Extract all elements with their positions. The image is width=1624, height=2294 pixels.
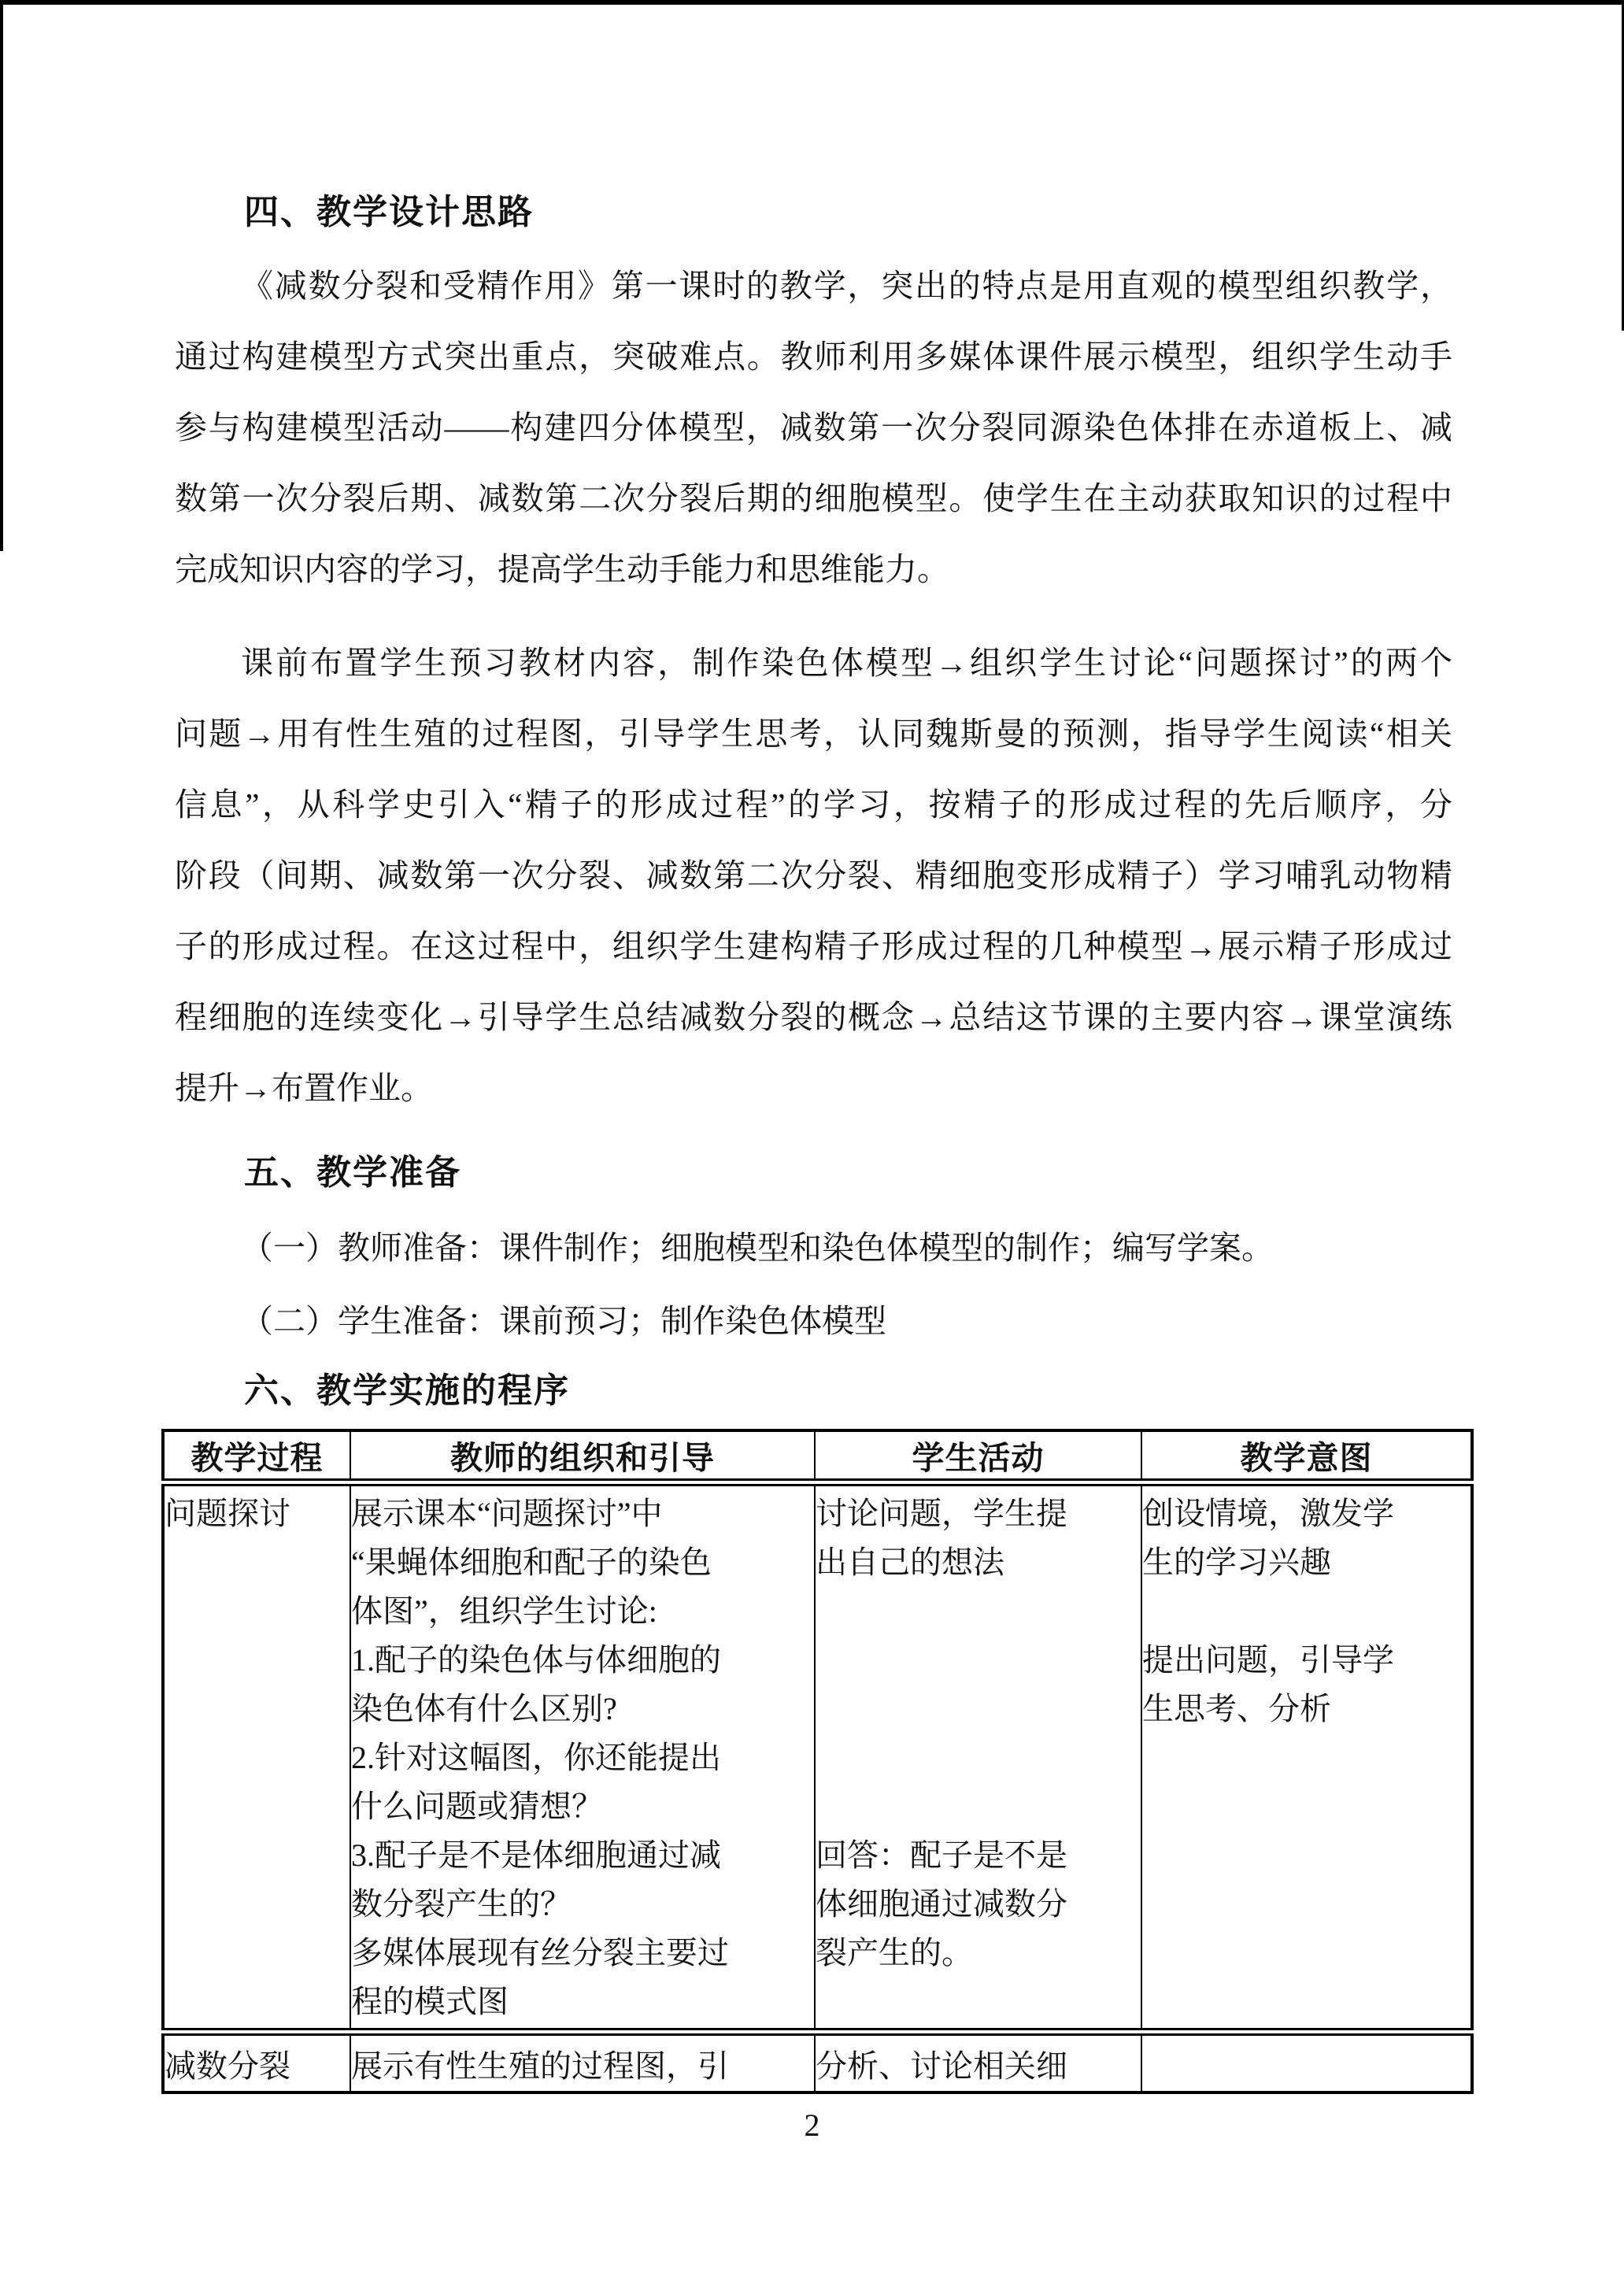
- text-line: 阶段（间期、减数第一次分裂、减数第二次分裂、精细胞变形成精子）学习哺乳动物精: [175, 857, 1452, 894]
- text-line: [816, 1782, 1134, 1831]
- text-line: 创设情境，激发学: [1142, 1496, 1394, 1531]
- text-line: 课前布置学生预习教材内容，制作染色体模型→组织学生讨论“问题探讨”的两个: [241, 645, 1452, 681]
- text-line: 回答：配子是不是: [816, 1837, 1067, 1873]
- cell-intent: [1141, 1482, 1472, 2032]
- cell-process: [163, 2032, 350, 2092]
- text-line: 提出问题，引导学: [1142, 1642, 1394, 1678]
- text-line: 分析、讨论相关细: [816, 2048, 1067, 2084]
- cell-student: [815, 1482, 1141, 2032]
- text-line: 什么问题或猜想？: [351, 1789, 603, 1824]
- text-line: 体细胞通过减数分: [816, 1886, 1067, 1922]
- text-line: 1.配子的染色体与体细胞的: [351, 1642, 721, 1678]
- text-line: 出自己的想法: [816, 1545, 1004, 1580]
- text-line: [816, 1685, 1134, 1733]
- column-header-process: 教学过程: [163, 1430, 350, 1482]
- text-line: 生的学习兴趣: [1142, 1545, 1331, 1580]
- text-line: 通过构建模型方式突出重点，突破难点。教师利用多媒体课件展示模型，组织学生动手: [175, 339, 1452, 375]
- text-line: 染色体有什么区别?: [351, 1691, 617, 1726]
- text-line: 数分裂产生的？: [351, 1886, 572, 1922]
- text-line: 《减数分裂和受精作用》第一课时的教学，突出的特点是用直观的模型组织教学，: [241, 268, 1452, 304]
- text-line: 3.配子是不是体细胞通过减: [351, 1837, 721, 1873]
- text-line: 讨论问题，学生提: [816, 1496, 1067, 1531]
- text-line: 体图”，组织学生讨论:: [351, 1593, 657, 1629]
- cell-student: [815, 2032, 1141, 2092]
- cell-intent: [1141, 2032, 1472, 2092]
- section-heading-design-ideas: 四、教学设计思路: [244, 193, 534, 231]
- scan-border-left: [0, 0, 3, 551]
- text-line: 多媒体展现有丝分裂主要过: [351, 1935, 729, 1970]
- text-line: 参与构建模型活动——构建四分体模型，减数第一次分裂同源染色体排在赤道板上、减: [175, 409, 1452, 446]
- text-line: 生思考、分析: [1142, 1691, 1331, 1726]
- column-header-teacher: 教师的组织和引导: [350, 1430, 815, 1482]
- text-line: 减数分裂: [165, 2048, 290, 2084]
- cell-teacher: [350, 2032, 815, 2092]
- column-header-student: 学生活动: [815, 1430, 1141, 1482]
- text-line: [816, 1636, 1134, 1685]
- text-line: 子的形成过程。在这过程中，组织学生建构精子形成过程的几种模型→展示精子形成过: [175, 928, 1452, 964]
- section-heading-implementation-procedure: 六、教学实施的程序: [244, 1371, 570, 1410]
- prep-item-teacher: （一）教师准备：课件制作；细胞模型和染色体模型的制作；编写学案。: [241, 1230, 1274, 1266]
- text-line: 展示有性生殖的过程图，引: [351, 2048, 729, 2084]
- text-line: 信息”，从科学史引入“精子的形成过程”的学习，按精子的形成过程的先后顺序，分: [175, 786, 1452, 823]
- text-line: 裂产生的。: [816, 1935, 973, 1970]
- teaching-procedure-table: [161, 1429, 1474, 2094]
- text-line: [816, 1733, 1134, 1782]
- text-line: 程细胞的连续变化→引导学生总结减数分裂的概念→总结这节课的主要内容→课堂演练: [175, 999, 1452, 1035]
- text-line: 数第一次分裂后期、减数第二次分裂后期的细胞模型。使学生在主动获取知识的过程中: [175, 480, 1452, 516]
- prep-item-student: （二）学生准备：课前预习；制作染色体模型: [241, 1303, 886, 1339]
- table-header-row: [163, 1430, 1472, 1482]
- cell-teacher: [350, 1482, 815, 2032]
- column-header-intent: 教学意图: [1141, 1430, 1472, 1482]
- text-line: 提升→布置作业。: [175, 1070, 433, 1106]
- text-line: 问题→用有性生殖的过程图，引导学生思考，认同魏斯曼的预测，指导学生阅读“相关: [175, 716, 1452, 752]
- page-number: 2: [804, 2107, 820, 2143]
- text-line: 问题探讨: [165, 1496, 290, 1531]
- text-line: 2.针对这幅图，你还能提出: [351, 1740, 721, 1775]
- section-heading-teaching-preparation: 五、教学准备: [244, 1153, 461, 1192]
- scan-border-top: [0, 0, 1624, 5]
- text-line: [1142, 1587, 1464, 1636]
- text-line: “果蝇体细胞和配子的染色: [351, 1545, 712, 1580]
- text-line: 完成知识内容的学习，提高学生动手能力和思维能力。: [175, 551, 949, 587]
- text-line: [816, 1587, 1134, 1636]
- text-line: 程的模式图: [351, 1984, 509, 2019]
- paragraph-lesson-flow: [175, 627, 1452, 1123]
- text-line: 展示课本“问题探讨”中: [351, 1496, 663, 1531]
- paragraph-design-overview: [175, 250, 1452, 605]
- table-row: [163, 1482, 1472, 2032]
- cell-process: [163, 1482, 350, 2032]
- table-row: [163, 2032, 1472, 2092]
